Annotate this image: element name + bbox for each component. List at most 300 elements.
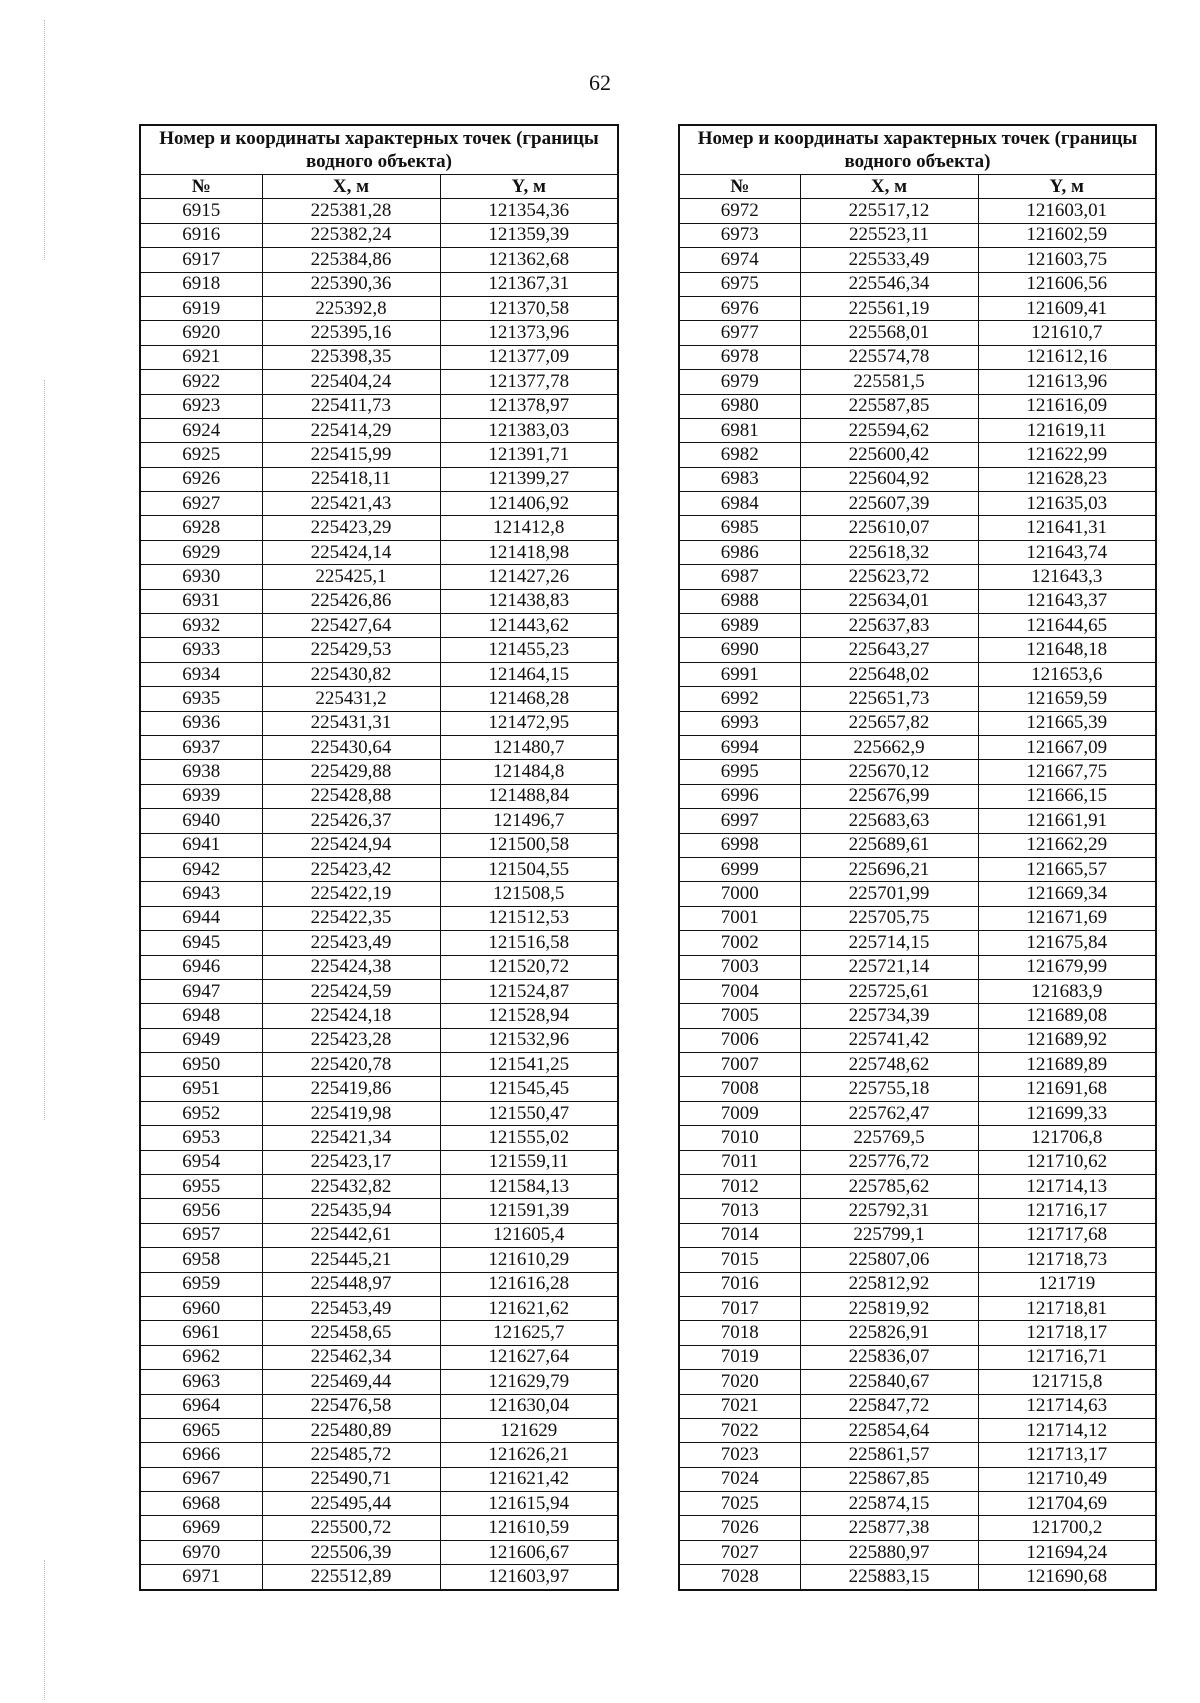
cell-y: 121714,12	[978, 1418, 1156, 1442]
cell-number: 7010	[679, 1126, 800, 1150]
table-row	[140, 1321, 618, 1345]
table-row	[140, 857, 618, 881]
cell-y: 121359,39	[440, 223, 618, 247]
cell-number: 6999	[679, 857, 800, 881]
table-title: Номер и координаты характерных точек (границы водного объекта)	[140, 125, 618, 175]
table-row	[140, 1126, 618, 1150]
cell-x: 225517,12	[800, 199, 978, 223]
cell-x: 225812,92	[800, 1272, 978, 1296]
cell-y: 121689,89	[978, 1053, 1156, 1077]
table-row	[679, 638, 1156, 662]
cell-x: 225430,82	[262, 662, 440, 686]
cell-x: 225423,17	[262, 1150, 440, 1174]
cell-y: 121621,62	[440, 1296, 618, 1320]
cell-y: 121606,67	[440, 1540, 618, 1564]
cell-x: 225836,07	[800, 1345, 978, 1369]
cell-x: 225490,71	[262, 1467, 440, 1491]
table-row	[140, 248, 618, 272]
cell-number: 6972	[679, 199, 800, 223]
cell-x: 225424,59	[262, 979, 440, 1003]
cell-y: 121391,71	[440, 443, 618, 467]
cell-y: 121354,36	[440, 199, 618, 223]
table-row	[140, 1516, 618, 1540]
cell-x: 225425,1	[262, 565, 440, 589]
cell-y: 121373,96	[440, 321, 618, 345]
cell-number: 6988	[679, 589, 800, 613]
cell-number: 6931	[140, 589, 262, 613]
table-row	[140, 833, 618, 857]
table-row	[140, 931, 618, 955]
cell-number: 6948	[140, 1004, 262, 1028]
cell-number: 6980	[679, 394, 800, 418]
cell-number: 6955	[140, 1175, 262, 1199]
table-row	[679, 394, 1156, 418]
cell-y: 121630,04	[440, 1394, 618, 1418]
table-row	[140, 1443, 618, 1467]
cell-y: 121690,68	[978, 1565, 1156, 1590]
table-row	[679, 1540, 1156, 1564]
cell-y: 121610,29	[440, 1248, 618, 1272]
cell-number: 6949	[140, 1028, 262, 1052]
table-body	[140, 199, 618, 1590]
cell-x: 225701,99	[800, 882, 978, 906]
table-row	[679, 1077, 1156, 1101]
cell-y: 121383,03	[440, 418, 618, 442]
cell-y: 121718,73	[978, 1248, 1156, 1272]
cell-number: 6934	[140, 662, 262, 686]
cell-number: 6952	[140, 1101, 262, 1125]
cell-x: 225429,88	[262, 760, 440, 784]
cell-x: 225427,64	[262, 614, 440, 638]
cell-x: 225748,62	[800, 1053, 978, 1077]
cell-number: 7011	[679, 1150, 800, 1174]
table-row	[140, 1467, 618, 1491]
table-row	[679, 1223, 1156, 1247]
cell-y: 121443,62	[440, 614, 618, 638]
cell-y: 121603,01	[978, 199, 1156, 223]
cell-y: 121714,13	[978, 1175, 1156, 1199]
cell-x: 225634,01	[800, 589, 978, 613]
cell-y: 121643,74	[978, 540, 1156, 564]
cell-number: 6990	[679, 638, 800, 662]
table-row	[679, 1418, 1156, 1442]
cell-number: 7000	[679, 882, 800, 906]
cell-number: 6969	[140, 1516, 262, 1540]
cell-x: 225432,82	[262, 1175, 440, 1199]
cell-y: 121438,83	[440, 589, 618, 613]
cell-y: 121675,84	[978, 931, 1156, 955]
table-row	[679, 1004, 1156, 1028]
cell-number: 7023	[679, 1443, 800, 1467]
cell-x: 225785,62	[800, 1175, 978, 1199]
table-title: Номер и координаты характерных точек (границы водного объекта)	[679, 125, 1156, 175]
cell-x: 225637,83	[800, 614, 978, 638]
cell-number: 6992	[679, 687, 800, 711]
cell-y: 121484,8	[440, 760, 618, 784]
cell-number: 6989	[679, 614, 800, 638]
cell-y: 121370,58	[440, 296, 618, 320]
cell-y: 121704,69	[978, 1492, 1156, 1516]
cell-x: 225741,42	[800, 1028, 978, 1052]
cell-x: 225587,85	[800, 394, 978, 418]
cell-number: 6976	[679, 296, 800, 320]
table-row	[679, 882, 1156, 906]
cell-y: 121665,39	[978, 711, 1156, 735]
cell-number: 6973	[679, 223, 800, 247]
cell-y: 121621,42	[440, 1467, 618, 1491]
table-row	[140, 1565, 618, 1590]
cell-number: 6920	[140, 321, 262, 345]
cell-number: 6950	[140, 1053, 262, 1077]
cell-y: 121710,49	[978, 1467, 1156, 1491]
table-row	[679, 662, 1156, 686]
cell-number: 6975	[679, 272, 800, 296]
cell-y: 121377,78	[440, 370, 618, 394]
cell-x: 225581,5	[800, 370, 978, 394]
cell-y: 121619,11	[978, 418, 1156, 442]
cell-y: 121643,3	[978, 565, 1156, 589]
table-row	[679, 1492, 1156, 1516]
cell-number: 6926	[140, 467, 262, 491]
cell-x: 225676,99	[800, 784, 978, 808]
cell-x: 225411,73	[262, 394, 440, 418]
cell-x: 225819,92	[800, 1296, 978, 1320]
cell-y: 121609,41	[978, 296, 1156, 320]
cell-number: 6942	[140, 857, 262, 881]
cell-y: 121648,18	[978, 638, 1156, 662]
cell-number: 6945	[140, 931, 262, 955]
cell-x: 225421,43	[262, 492, 440, 516]
cell-x: 225594,62	[800, 418, 978, 442]
table-row	[679, 589, 1156, 613]
cell-number: 6981	[679, 418, 800, 442]
cell-y: 121671,69	[978, 906, 1156, 930]
table-row	[140, 565, 618, 589]
table-row	[140, 955, 618, 979]
table-row	[140, 492, 618, 516]
cell-number: 6956	[140, 1199, 262, 1223]
table-row	[679, 223, 1156, 247]
table-row	[140, 614, 618, 638]
cell-y: 121626,21	[440, 1443, 618, 1467]
cell-number: 6978	[679, 345, 800, 369]
cell-x: 225600,42	[800, 443, 978, 467]
table-row	[679, 370, 1156, 394]
cell-x: 225485,72	[262, 1443, 440, 1467]
cell-number: 6968	[140, 1492, 262, 1516]
cell-number: 7016	[679, 1272, 800, 1296]
cell-y: 121667,09	[978, 735, 1156, 759]
cell-number: 7008	[679, 1077, 800, 1101]
cell-x: 225546,34	[800, 272, 978, 296]
cell-y: 121555,02	[440, 1126, 618, 1150]
cell-y: 121378,97	[440, 394, 618, 418]
cell-x: 225840,67	[800, 1370, 978, 1394]
cell-number: 6979	[679, 370, 800, 394]
cell-y: 121468,28	[440, 687, 618, 711]
cell-x: 225755,18	[800, 1077, 978, 1101]
cell-x: 225422,35	[262, 906, 440, 930]
cell-number: 7001	[679, 906, 800, 930]
table-row	[140, 906, 618, 930]
cell-number: 6997	[679, 809, 800, 833]
cell-x: 225721,14	[800, 955, 978, 979]
cell-x: 225431,31	[262, 711, 440, 735]
cell-x: 225423,29	[262, 516, 440, 540]
cell-number: 7018	[679, 1321, 800, 1345]
cell-x: 225423,28	[262, 1028, 440, 1052]
header-number: №	[140, 175, 262, 199]
cell-y: 121717,68	[978, 1223, 1156, 1247]
cell-x: 225423,49	[262, 931, 440, 955]
cell-number: 6924	[140, 418, 262, 442]
table-row	[140, 1150, 618, 1174]
table-row	[140, 443, 618, 467]
cell-x: 225398,35	[262, 345, 440, 369]
table-row	[140, 1370, 618, 1394]
cell-x: 225462,34	[262, 1345, 440, 1369]
table-row	[679, 711, 1156, 735]
cell-number: 6970	[140, 1540, 262, 1564]
cell-number: 7013	[679, 1199, 800, 1223]
cell-y: 121512,53	[440, 906, 618, 930]
coordinates-table-left	[139, 124, 619, 1591]
cell-y: 121691,68	[978, 1077, 1156, 1101]
table-row	[679, 1175, 1156, 1199]
cell-y: 121667,75	[978, 760, 1156, 784]
cell-y: 121496,7	[440, 809, 618, 833]
cell-x: 225610,07	[800, 516, 978, 540]
cell-y: 121550,47	[440, 1101, 618, 1125]
cell-x: 225651,73	[800, 687, 978, 711]
cell-number: 7022	[679, 1418, 800, 1442]
cell-number: 6983	[679, 467, 800, 491]
table-row	[140, 1540, 618, 1564]
cell-x: 225512,89	[262, 1565, 440, 1590]
margin-mark-top	[44, 20, 45, 260]
cell-x: 225883,15	[800, 1565, 978, 1590]
table-row	[679, 1443, 1156, 1467]
cell-x: 225480,89	[262, 1418, 440, 1442]
cell-x: 225623,72	[800, 565, 978, 589]
table-row	[140, 589, 618, 613]
cell-number: 6965	[140, 1418, 262, 1442]
cell-y: 121716,17	[978, 1199, 1156, 1223]
cell-y: 121455,23	[440, 638, 618, 662]
cell-x: 225419,86	[262, 1077, 440, 1101]
cell-number: 7007	[679, 1053, 800, 1077]
cell-number: 6986	[679, 540, 800, 564]
cell-y: 121610,59	[440, 1516, 618, 1540]
cell-x: 225705,75	[800, 906, 978, 930]
cell-x: 225847,72	[800, 1394, 978, 1418]
table-row	[679, 565, 1156, 589]
table-row	[679, 1126, 1156, 1150]
cell-x: 225769,5	[800, 1126, 978, 1150]
cell-number: 6937	[140, 735, 262, 759]
cell-x: 225445,21	[262, 1248, 440, 1272]
cell-y: 121616,28	[440, 1272, 618, 1296]
cell-x: 225533,49	[800, 248, 978, 272]
cell-y: 121665,57	[978, 857, 1156, 881]
cell-y: 121679,99	[978, 955, 1156, 979]
cell-y: 121418,98	[440, 540, 618, 564]
table-row	[140, 1101, 618, 1125]
cell-number: 7021	[679, 1394, 800, 1418]
cell-number: 6921	[140, 345, 262, 369]
cell-y: 121615,94	[440, 1492, 618, 1516]
table-row	[679, 1565, 1156, 1590]
cell-y: 121719	[978, 1272, 1156, 1296]
table-row	[140, 1004, 618, 1028]
cell-x: 225799,1	[800, 1223, 978, 1247]
cell-number: 7024	[679, 1467, 800, 1491]
cell-number: 6977	[679, 321, 800, 345]
table-row	[140, 370, 618, 394]
cell-number: 6951	[140, 1077, 262, 1101]
header-y: Y, м	[978, 175, 1156, 199]
table-row	[679, 1345, 1156, 1369]
table-row	[140, 540, 618, 564]
table-row	[140, 418, 618, 442]
cell-y: 121406,92	[440, 492, 618, 516]
cell-x: 225458,65	[262, 1321, 440, 1345]
cell-y: 121427,26	[440, 565, 618, 589]
cell-x: 225423,42	[262, 857, 440, 881]
cell-number: 6916	[140, 223, 262, 247]
cell-y: 121629,79	[440, 1370, 618, 1394]
cell-number: 6995	[679, 760, 800, 784]
table-row	[140, 1199, 618, 1223]
table-row	[679, 1272, 1156, 1296]
cell-x: 225426,37	[262, 809, 440, 833]
cell-x: 225762,47	[800, 1101, 978, 1125]
cell-y: 121524,87	[440, 979, 618, 1003]
cell-number: 6929	[140, 540, 262, 564]
cell-x: 225390,36	[262, 272, 440, 296]
table-row	[679, 272, 1156, 296]
cell-y: 121662,29	[978, 833, 1156, 857]
cell-y: 121627,64	[440, 1345, 618, 1369]
cell-x: 225395,16	[262, 321, 440, 345]
cell-x: 225696,21	[800, 857, 978, 881]
cell-x: 225725,61	[800, 979, 978, 1003]
table-row	[679, 784, 1156, 808]
cell-number: 6963	[140, 1370, 262, 1394]
cell-number: 6946	[140, 955, 262, 979]
table-row	[140, 1418, 618, 1442]
cell-number: 6935	[140, 687, 262, 711]
cell-x: 225643,27	[800, 638, 978, 662]
table-row	[140, 784, 618, 808]
cell-y: 121541,25	[440, 1053, 618, 1077]
table-row	[679, 1028, 1156, 1052]
table-row	[679, 614, 1156, 638]
cell-number: 6966	[140, 1443, 262, 1467]
cell-y: 121715,8	[978, 1370, 1156, 1394]
cell-number: 6957	[140, 1223, 262, 1247]
cell-x: 225506,39	[262, 1540, 440, 1564]
cell-number: 7027	[679, 1540, 800, 1564]
cell-number: 6954	[140, 1150, 262, 1174]
cell-y: 121689,08	[978, 1004, 1156, 1028]
cell-number: 6964	[140, 1394, 262, 1418]
margin-mark-bottom	[44, 1560, 45, 1700]
table-row	[679, 1199, 1156, 1223]
cell-x: 225420,78	[262, 1053, 440, 1077]
cell-x: 225662,9	[800, 735, 978, 759]
table-row	[140, 1077, 618, 1101]
cell-x: 225874,15	[800, 1492, 978, 1516]
cell-number: 6917	[140, 248, 262, 272]
cell-y: 121516,58	[440, 931, 618, 955]
cell-x: 225734,39	[800, 1004, 978, 1028]
cell-x: 225426,86	[262, 589, 440, 613]
margin-mark-middle	[44, 380, 45, 1120]
cell-x: 225424,38	[262, 955, 440, 979]
cell-y: 121683,9	[978, 979, 1156, 1003]
cell-x: 225683,63	[800, 809, 978, 833]
cell-y: 121689,92	[978, 1028, 1156, 1052]
table-row	[140, 882, 618, 906]
cell-number: 6967	[140, 1467, 262, 1491]
cell-number: 7002	[679, 931, 800, 955]
table-row	[140, 345, 618, 369]
table-row	[140, 638, 618, 662]
table-row	[140, 809, 618, 833]
cell-y: 121559,11	[440, 1150, 618, 1174]
cell-x: 225689,61	[800, 833, 978, 857]
cell-x: 225429,53	[262, 638, 440, 662]
cell-x: 225382,24	[262, 223, 440, 247]
cell-number: 7012	[679, 1175, 800, 1199]
header-x: X, м	[262, 175, 440, 199]
cell-number: 6960	[140, 1296, 262, 1320]
cell-x: 225714,15	[800, 931, 978, 955]
header-y: Y, м	[440, 175, 618, 199]
table-row	[679, 1321, 1156, 1345]
table-row	[679, 321, 1156, 345]
cell-number: 6996	[679, 784, 800, 808]
cell-y: 121613,96	[978, 370, 1156, 394]
cell-x: 225877,38	[800, 1516, 978, 1540]
table-row	[679, 1053, 1156, 1077]
cell-y: 121500,58	[440, 833, 618, 857]
table-row	[140, 272, 618, 296]
cell-x: 225561,19	[800, 296, 978, 320]
cell-number: 6922	[140, 370, 262, 394]
cell-y: 121641,31	[978, 516, 1156, 540]
cell-x: 225415,99	[262, 443, 440, 467]
cell-number: 6939	[140, 784, 262, 808]
cell-y: 121528,94	[440, 1004, 618, 1028]
table-row	[679, 296, 1156, 320]
cell-x: 225448,97	[262, 1272, 440, 1296]
cell-x: 225476,58	[262, 1394, 440, 1418]
cell-number: 6993	[679, 711, 800, 735]
table-row	[140, 662, 618, 686]
cell-x: 225469,44	[262, 1370, 440, 1394]
table-row	[679, 833, 1156, 857]
cell-number: 7006	[679, 1028, 800, 1052]
table-row	[679, 1370, 1156, 1394]
cell-y: 121629	[440, 1418, 618, 1442]
table-row	[679, 1296, 1156, 1320]
table-row	[679, 248, 1156, 272]
cell-x: 225523,11	[800, 223, 978, 247]
cell-number: 6941	[140, 833, 262, 857]
cell-x: 225442,61	[262, 1223, 440, 1247]
